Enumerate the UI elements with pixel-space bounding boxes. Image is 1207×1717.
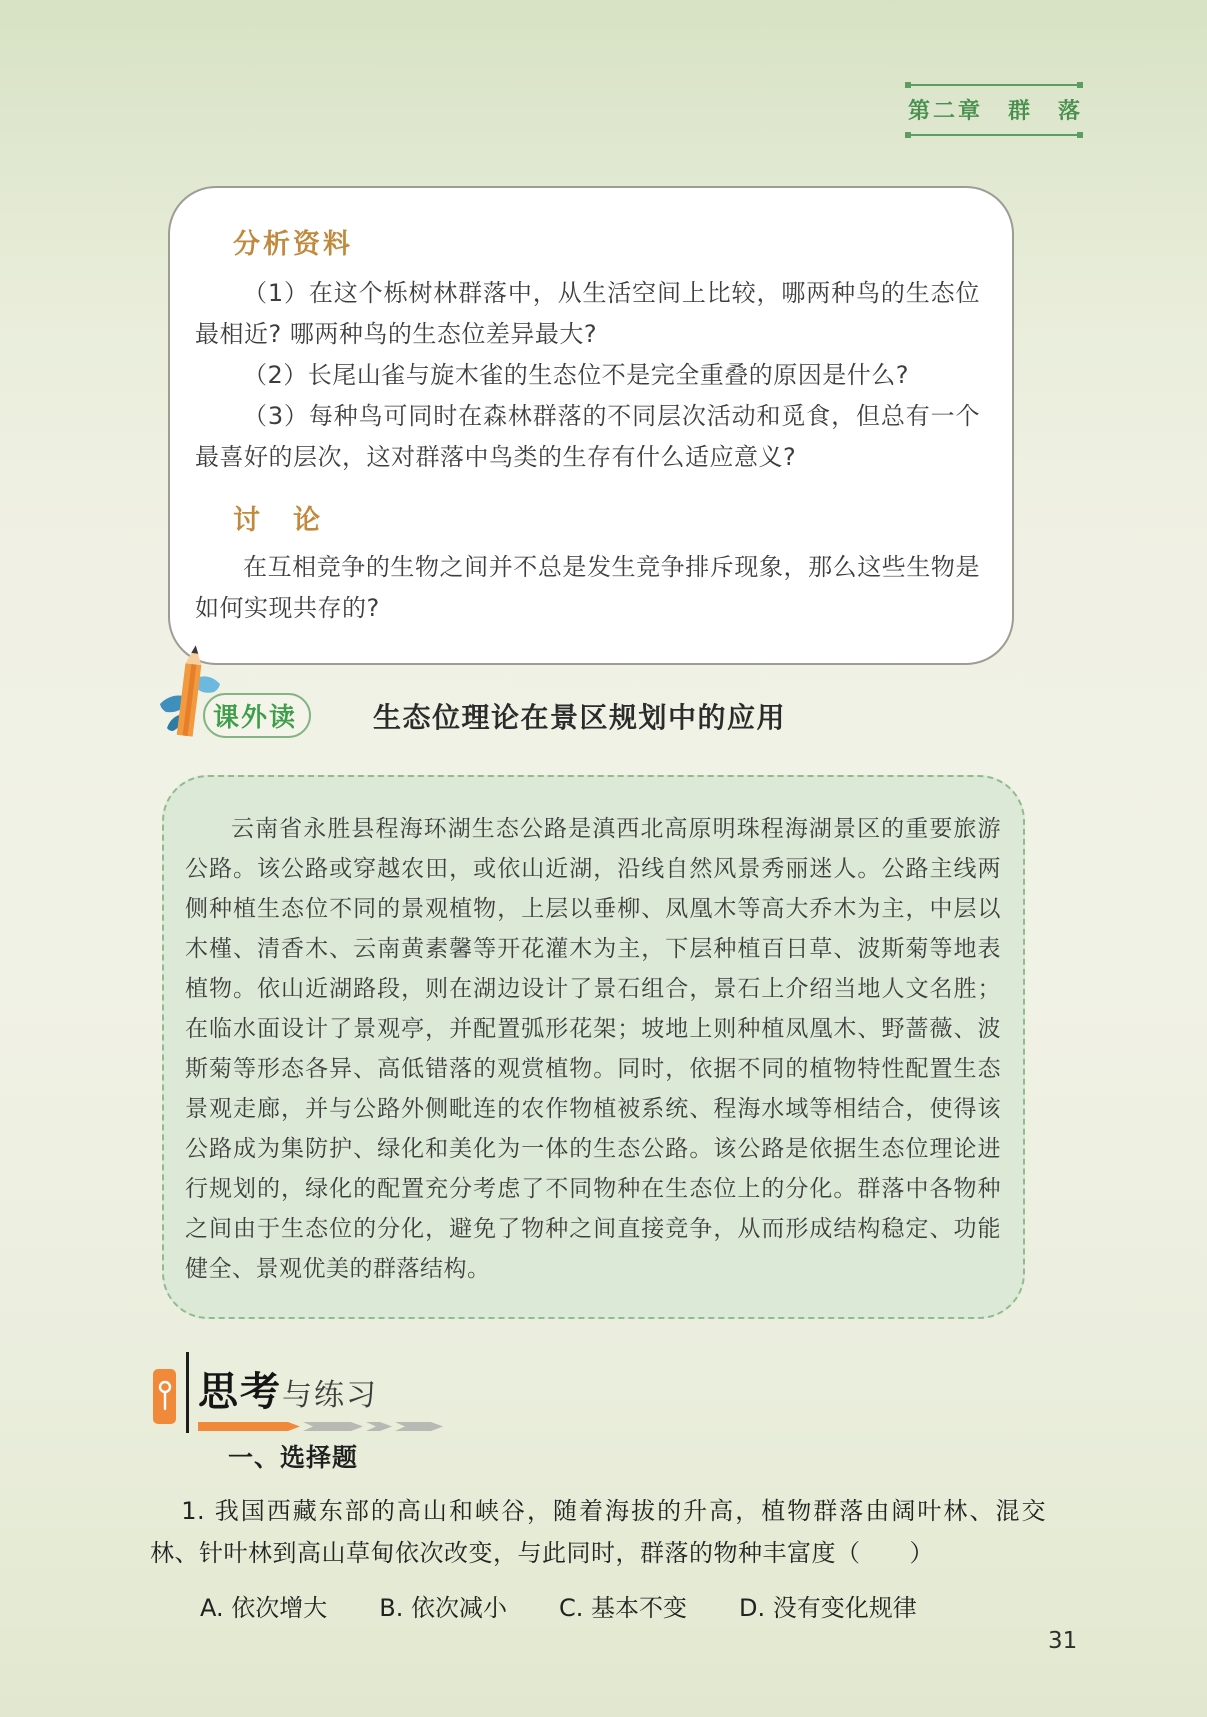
question-1: 1. 我国西藏东部的高山和峡谷，随着海拔的升高，植物群落由阔叶林、混交林、针叶林到高山草甸依次改变，与此同时，群落的物种丰富度（ ） [150, 1497, 1046, 1567]
arrow-segment-gray-1 [303, 1422, 363, 1431]
header-divider [186, 1352, 189, 1433]
magnifier-badge [153, 1369, 176, 1424]
page-number: 31 [1048, 1628, 1078, 1654]
chapter-title: 第二章 群 落 [908, 99, 1084, 124]
chapter-header [908, 84, 1084, 136]
option-d: D. 没有变化规律 [739, 1594, 917, 1622]
exercises-title-bold: 思考 [198, 1369, 282, 1415]
analysis-question-1: （1）在这个栎树林群落中，从生活空间上比较，哪两种鸟的生态位最相近? 哪两种鸟的生态位差异最大? [195, 279, 980, 348]
arrow-segment-gray-2 [366, 1422, 392, 1431]
analysis-box [168, 186, 1014, 665]
analysis-heading: 分析资料 [233, 229, 353, 260]
magnifier-icon [158, 1378, 172, 1416]
exercises-title-light: 与练习 [282, 1378, 378, 1413]
arrow-segment-orange [198, 1422, 300, 1431]
reading-badge [203, 693, 311, 738]
exercises-title [198, 1360, 378, 1417]
analysis-question-2: （2）长尾山雀与旋木雀的生态位不是完全重叠的原因是什么? [243, 361, 910, 389]
title-underline-arrows [198, 1422, 443, 1431]
exercises-header [153, 1352, 553, 1442]
header-rule-top [908, 84, 1080, 86]
option-b: B. 依次减小 [379, 1594, 507, 1622]
reading-header [157, 640, 1057, 745]
option-a: A. 依次增大 [200, 1594, 328, 1622]
arrow-segment-gray-3 [395, 1422, 443, 1431]
question-1-options [200, 1588, 1046, 1623]
reading-badge-label: 课外读 [212, 703, 297, 733]
discussion-text: 在互相竞争的生物之间并不总是发生竞争排斥现象，那么这些生物是如何实现共存的? [195, 553, 980, 622]
exercises-body [150, 1438, 1046, 1623]
header-rule-bottom [908, 134, 1080, 136]
analysis-question-3: （3）每种鸟可同时在森林群落的不同层次活动和觅食，但总有一个最喜好的层次，这对群落中鸟类的生存有什么适应意义? [195, 402, 980, 471]
exercises-subsection: 一、选择题 [228, 1443, 359, 1472]
reading-body: 云南省永胜县程海环湖生态公路是滇西北高原明珠程海湖景区的重要旅游公路。该公路或穿越农田，或依山近湖，沿线自然风景秀丽迷人。公路主线两侧种植生态位不同的景观植物，上层以垂柳、凤凰木等高大乔木为主，中层以木槿、清香木、云南黄素馨等开花灌木为主，下层种植百日草、波斯菊等地表植物。依山近湖路段，则在湖边设计了景石组合，景石上介绍当地人文名胜；在临水面设计了景观亭，并配置弧形花架；坡地上则种植凤凰木、野蔷薇、波斯菊等形态各异、高低错落的观赏植物。同时，依据不同的植物特性配置生态景观走廊，并与公路外侧毗连的农作物植被系统、程海水域等相结合，使得该公路成为集防护、绿化和美化为一体的生态公路。该公路是依据生态位理论进行规划的，绿化的配置充分考虑了不同物种在生态位上的分化。群落中各物种之间由于生态位的分化，避免了物种之间直接竞争，从而形成结构稳定、功能健全、景观优美的群落结构。 [185, 816, 1001, 1282]
reading-box [162, 775, 1025, 1319]
reading-title: 生态位理论在景区规划中的应用 [373, 701, 787, 734]
option-c: C. 基本不变 [559, 1594, 688, 1622]
discussion-heading: 讨 论 [233, 505, 323, 536]
